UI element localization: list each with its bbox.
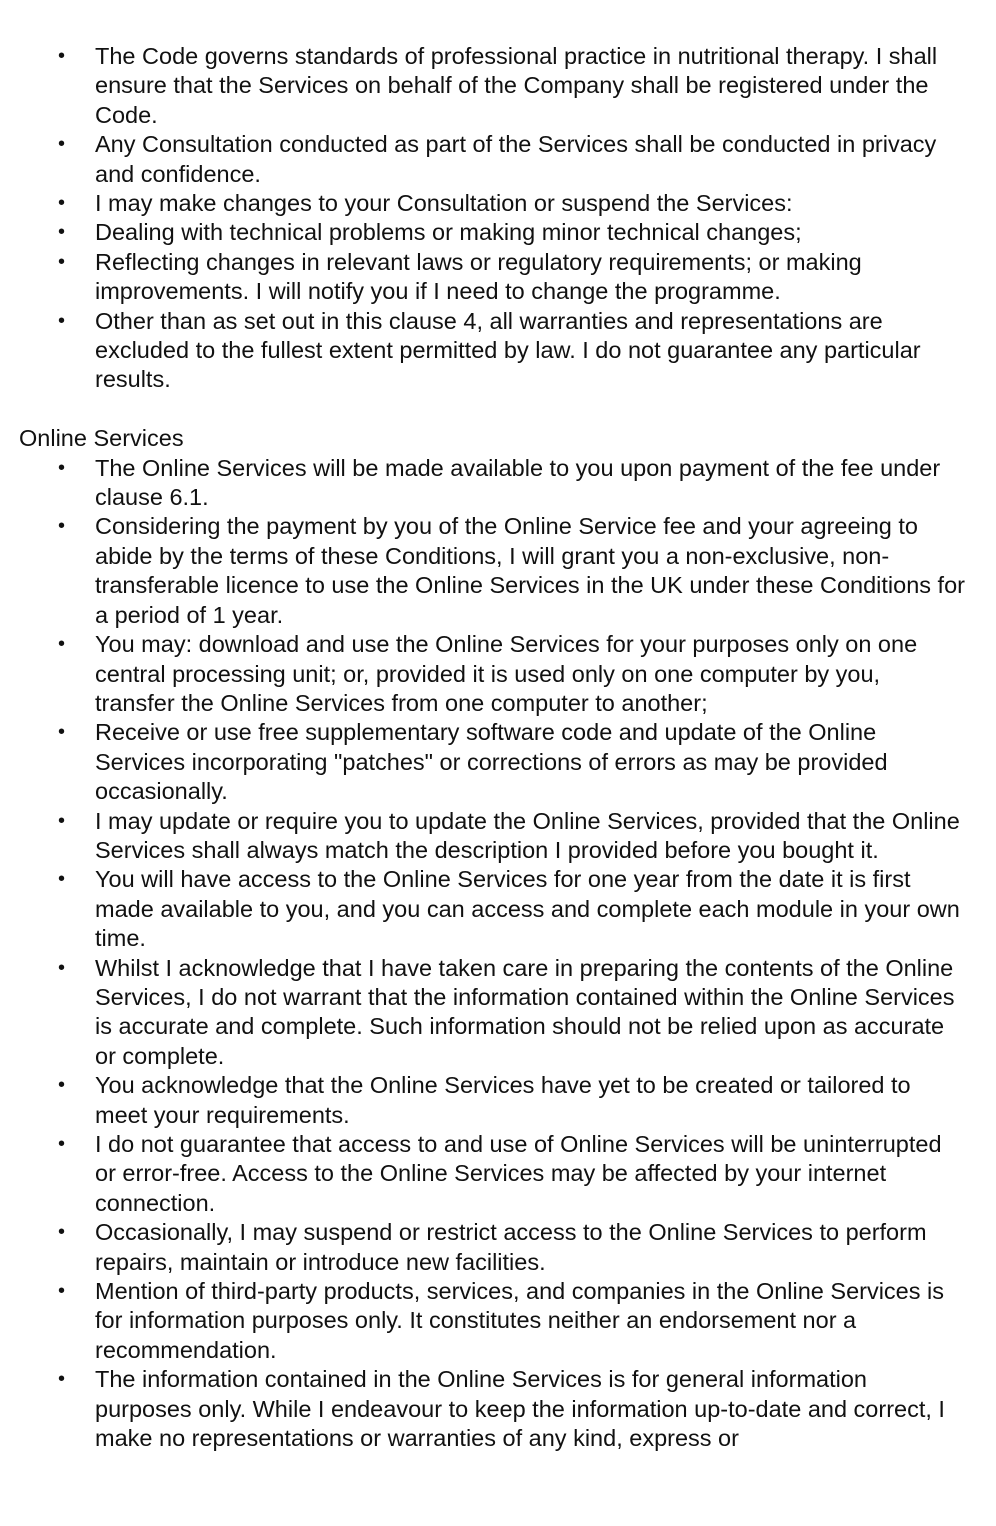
list-item <box>0 1365 996 1453</box>
list-item-text: Occasionally, I may suspend or restrict access to the Online Services to perform repairs, maintain or introduce new facilities. <box>95 1219 927 1275</box>
list-item <box>0 1218 996 1277</box>
list-item <box>0 218 996 247</box>
list-item-text: I do not guarantee that access to and use of Online Services will be uninterrupted or error-free. Access to the Online Services may be affected by your internet connection. <box>95 1131 942 1216</box>
list-item-text: You will have access to the Online Services for one year from the date it is first made available to you, and you can access and complete each module in your own time. <box>95 866 960 952</box>
list-item-text: Reflecting changes in relevant laws or regulatory requirements; or making improvements. I will notify you if I need to change the programme. <box>95 248 862 305</box>
bullet-icon: • <box>58 133 66 156</box>
list-item-text: Receive or use free supplementary software code and update of the Online Services incorporating "patches" or corrections of errors as may be provided occasionally. <box>95 719 888 805</box>
bullet-icon: • <box>58 633 66 656</box>
list-item-text: You may: download and use the Online Services for your purposes only on one central processing unit; or, provided it is used only on one computer by you, transfer the Online Services from one computer to another; <box>95 631 918 716</box>
bullet-icon: • <box>58 956 66 979</box>
bullet-icon: • <box>58 868 66 891</box>
list-item <box>0 512 996 630</box>
list-item <box>0 307 996 395</box>
list-item-text: Any Consultation conducted as part of the Services shall be conducted in privacy and confidence. <box>95 131 937 187</box>
list-item-text: Mention of third-party products, services, and companies in the Online Services is for information purposes only. It constitutes neither an endorsement nor a recommendation. <box>95 1278 945 1363</box>
bullet-icon: • <box>58 1221 66 1244</box>
bullet-icon: • <box>58 456 66 479</box>
list-item-text: Considering the payment by you of the Online Service fee and your agreeing to abide by the terms of these Conditions, I will grant you a non-exclusive, non-transferable licence to use the Online Services in the UK under these Conditions for a period of 1 year. <box>95 513 965 628</box>
terms-list-online-services <box>0 454 996 1454</box>
bullet-icon: • <box>58 515 66 538</box>
bullet-icon: • <box>58 250 66 273</box>
list-item <box>0 189 996 218</box>
list-item <box>0 865 996 953</box>
list-item-text: Whilst I acknowledge that I have taken care in preparing the contents of the Online Services, I do not warrant that the information contained within the Online Services is accurate and complete. Such information should not be relied upon as accurate or complete. <box>95 954 955 1069</box>
list-item <box>0 130 996 189</box>
list-item-text: The Online Services will be made available to you upon payment of the fee under clause 6.1. <box>95 454 941 511</box>
list-item-text: I may update or require you to update the Online Services, provided that the Online Services shall always match the description I provided before you bought it. <box>95 807 960 863</box>
bullet-icon: • <box>58 309 66 332</box>
list-item-text: The information contained in the Online Services is for general information purposes only. While I endeavour to keep the information up-to-date and correct, I make no representations or warranties of any kind, express or <box>95 1366 945 1452</box>
bullet-icon: • <box>58 1133 66 1156</box>
bullet-icon: • <box>58 192 66 215</box>
bullet-icon: • <box>58 809 66 832</box>
list-item <box>0 630 996 718</box>
bullet-icon: • <box>58 45 66 67</box>
list-item-text: Dealing with technical problems or making minor technical changes; <box>95 219 802 246</box>
list-item <box>0 954 996 1072</box>
list-item-text: Other than as set out in this clause 4, all warranties and representations are excluded to the fullest extent permitted by law. I do not guarantee any particular results. <box>95 307 921 393</box>
list-item <box>0 1130 996 1218</box>
section-heading-online-services: Online Services <box>19 425 184 452</box>
list-item <box>0 42 996 130</box>
list-item <box>0 454 996 513</box>
list-item-text: The Code governs standards of professional practice in nutritional therapy. I shall ensure that the Services on behalf of the Company shall be registered under the Code. <box>95 43 938 128</box>
bullet-icon: • <box>58 1368 66 1391</box>
list-item <box>0 1277 996 1365</box>
list-item <box>0 248 996 307</box>
list-item-text: I may make changes to your Consultation or suspend the Services: <box>95 190 793 217</box>
list-item <box>0 1071 996 1130</box>
bullet-icon: • <box>58 721 66 744</box>
list-item <box>0 718 996 806</box>
bullet-icon: • <box>58 1280 66 1303</box>
bullet-icon: • <box>58 1074 66 1097</box>
terms-list-section-1 <box>0 42 996 395</box>
list-item-text: You acknowledge that the Online Services have yet to be created or tailored to meet your requirements. <box>95 1072 911 1128</box>
document-body <box>0 42 996 1453</box>
bullet-icon: • <box>58 221 66 244</box>
list-item <box>0 807 996 866</box>
